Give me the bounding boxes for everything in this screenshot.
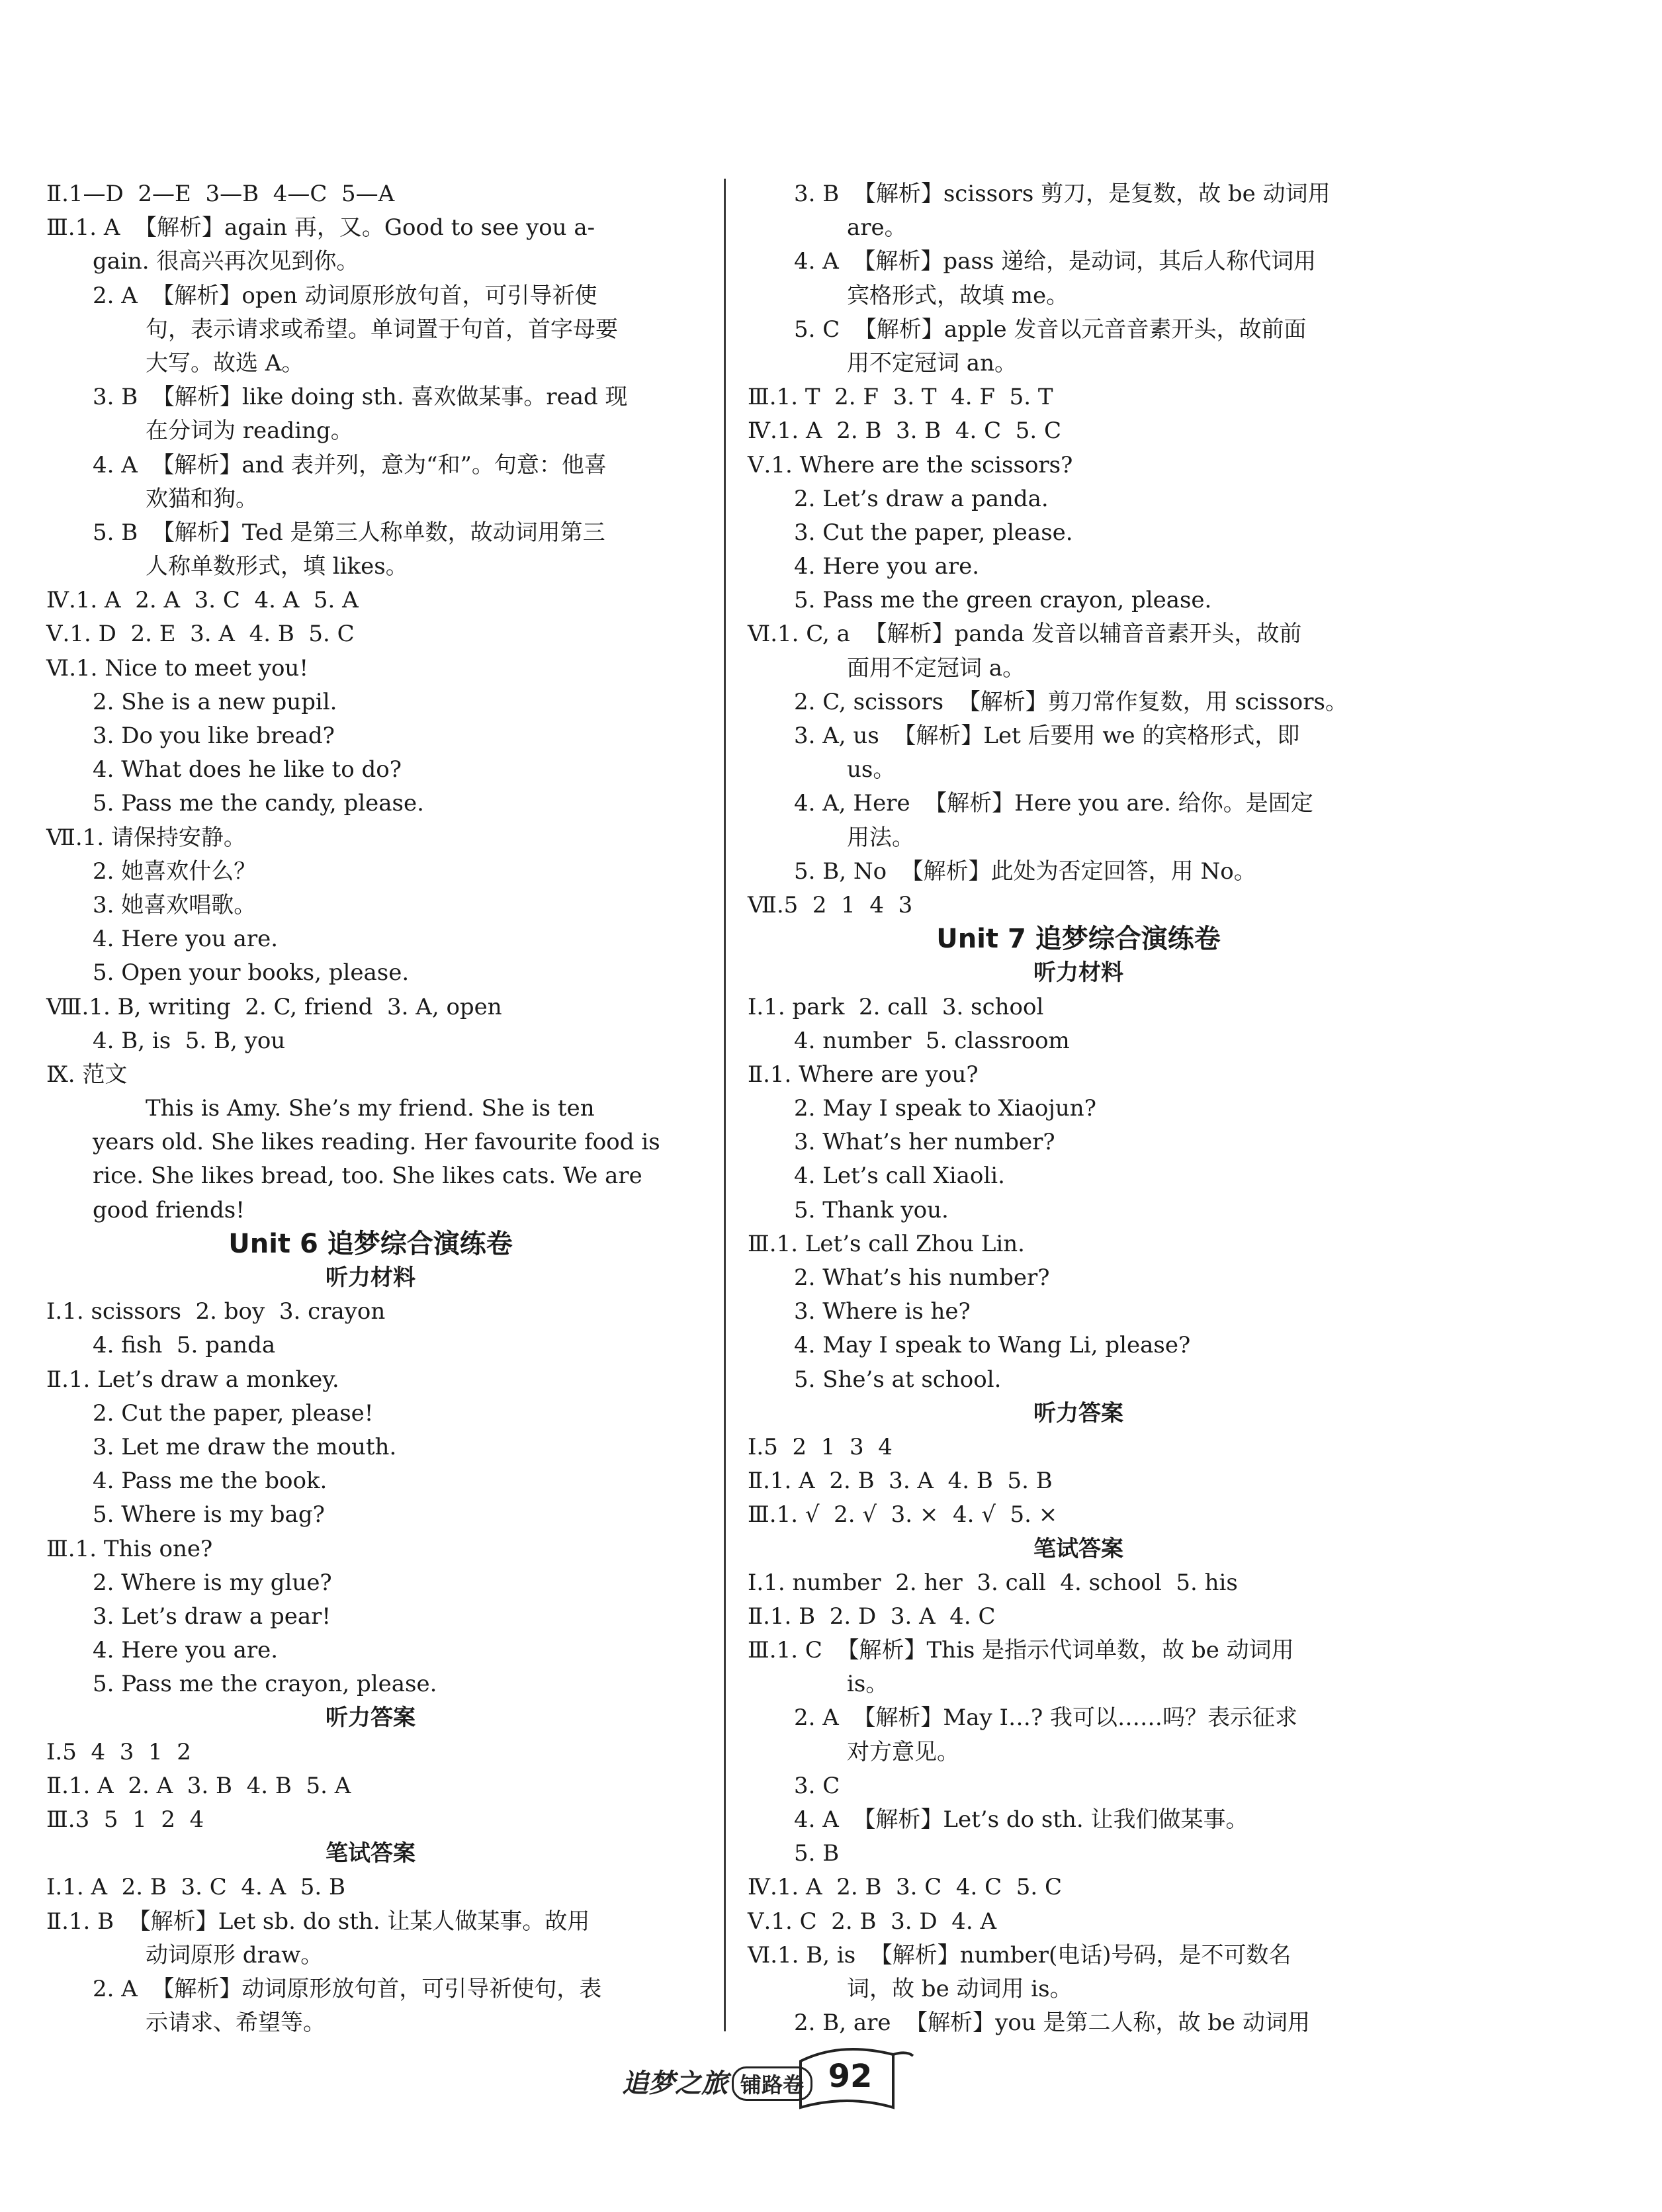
text-line: 2. A 【解析】open 动词原形放句首，可引导祈使 xyxy=(93,282,597,309)
text-line: are。 xyxy=(847,214,907,242)
text-line: 人称单数形式，填 likes。 xyxy=(146,553,408,580)
text-line: Ⅵ.1. C, a 【解析】panda 发音以辅音音素开头，故前 xyxy=(748,621,1302,648)
text-line: 欢猫和狗。 xyxy=(146,485,258,512)
text-line: 2. What’s his number? xyxy=(794,1264,1050,1291)
section-subtitle: 听力材料 xyxy=(1033,959,1123,987)
text-line: Ⅱ.1—D 2—E 3—B 4—C 5—A xyxy=(46,181,395,207)
text-line: 动词原形 draw。 xyxy=(146,1941,324,1969)
text-line: Ⅱ.1. Let’s draw a monkey. xyxy=(46,1366,339,1393)
section-subtitle: 笔试答案 xyxy=(1033,1535,1123,1562)
text-line: Ⅳ.1. A 2. B 3. C 4. C 5. C xyxy=(748,1874,1063,1901)
section-title: Unit 7 追梦综合演练卷 xyxy=(936,924,1221,955)
text-line: 对方意见。 xyxy=(847,1738,959,1765)
text-line: 句，表示请求或希望。单词置于句首，首字母要 xyxy=(146,316,618,343)
text-line: 5. She’s at school. xyxy=(794,1366,1002,1393)
text-line: 3. B 【解析】scissors 剪刀，是复数，故 be 动词用 xyxy=(794,181,1331,207)
text-line: 3. 她喜欢唱歌。 xyxy=(93,891,257,918)
text-line: 面用不定冠词 a。 xyxy=(847,654,1026,682)
text-line: 3. A, us 【解析】Let 后要用 we 的宾格形式，即 xyxy=(794,723,1300,749)
text-line: Ⅷ.1. B, writing 2. C, friend 3. A, open xyxy=(46,993,502,1020)
text-line: 5. Pass me the green crayon, please. xyxy=(794,587,1212,614)
text-line: Ⅴ.1. C 2. B 3. D 4. A xyxy=(748,1908,997,1935)
text-line: 示请求、希望等。 xyxy=(146,2010,326,2037)
text-line: 3. Where is he? xyxy=(794,1298,971,1325)
text-line: Ⅶ.1. 请保持安静。 xyxy=(46,824,246,851)
text-line: 3. Do you like bread? xyxy=(93,723,335,749)
text-line: 4. What does he like to do? xyxy=(93,756,402,783)
text-line: Ⅲ.3 5 1 2 4 xyxy=(46,1806,204,1833)
brand-logo xyxy=(622,2062,812,2101)
text-line: Ⅳ.1. A 2. A 3. C 4. A 5. A xyxy=(46,587,359,614)
text-line: Ⅴ.1. Where are the scissors? xyxy=(748,451,1073,478)
text-line: Ⅰ.1. A 2. B 3. C 4. A 5. B xyxy=(46,1874,346,1901)
text-line: 2. C, scissors 【解析】剪刀常作复数，用 scissors。 xyxy=(794,688,1348,715)
text-line: 5. Where is my bag? xyxy=(93,1501,325,1528)
text-line: 3. Cut the paper, please. xyxy=(794,519,1073,546)
text-line: 4. Pass me the book. xyxy=(93,1468,328,1495)
text-line: 4. Here you are. xyxy=(93,926,279,953)
left-column xyxy=(46,177,695,2040)
text-line: 4. May I speak to Wang Li, please? xyxy=(794,1332,1191,1359)
text-line: 2. May I speak to Xiaojun? xyxy=(794,1095,1096,1122)
text-line: 3. Let me draw the mouth. xyxy=(93,1433,397,1460)
section-subtitle: 听力答案 xyxy=(326,1704,416,1732)
text-line: Ⅲ.1. This one? xyxy=(46,1535,213,1562)
text-line: 宾格形式，故填 me。 xyxy=(847,282,1069,309)
text-line: rice. She likes bread, too. She likes cats. We are xyxy=(93,1163,642,1190)
page-footer xyxy=(582,2041,926,2121)
text-line: 在分词为 reading。 xyxy=(146,418,353,445)
text-line: 4. A 【解析】pass 递给，是动词，其后人称代词用 xyxy=(794,248,1317,275)
text-line: This is Amy. She’s my friend. She is ten xyxy=(146,1095,595,1122)
text-line: Ⅲ.1. C 【解析】This 是指示代词单数，故 be 动词用 xyxy=(748,1637,1294,1664)
text-line: 3. C xyxy=(794,1772,840,1799)
right-column xyxy=(748,177,1409,2040)
text-line: 5. B 【解析】Ted 是第三人称单数，故动词用第三 xyxy=(93,519,605,546)
column-divider xyxy=(724,179,726,2031)
text-line: Ⅵ.1. B, is 【解析】number(电话)号码，是不可数名 xyxy=(748,1941,1291,1969)
brand-name: 追梦之旅 xyxy=(622,2068,728,2099)
text-line: 4. Here you are. xyxy=(794,553,980,580)
page-number: 92 xyxy=(828,2058,873,2095)
text-line: 2. B, are 【解析】you 是第二人称，故 be 动词用 xyxy=(794,2010,1310,2037)
text-line: Ⅰ.5 4 3 1 2 xyxy=(46,1738,191,1765)
text-line: 4. A 【解析】Let’s do sth. 让我们做某事。 xyxy=(794,1806,1248,1833)
text-line: 4. Let’s call Xiaoli. xyxy=(794,1163,1005,1190)
text-line: 3. What’s her number? xyxy=(794,1129,1055,1156)
text-line: Ⅱ.1. Where are you? xyxy=(748,1061,979,1088)
text-line: 4. number 5. classroom xyxy=(794,1027,1070,1054)
text-line: Ⅱ.1. A 2. A 3. B 4. B 5. A xyxy=(46,1772,351,1799)
text-line: 词，故 be 动词用 is。 xyxy=(847,1975,1072,2002)
text-line: 3. B 【解析】like doing sth. 喜欢做某事。read 现 xyxy=(93,384,628,411)
text-line: Ⅲ.1. √ 2. √ 3. × 4. √ 5. × xyxy=(748,1501,1058,1528)
text-line: Ⅴ.1. D 2. E 3. A 4. B 5. C xyxy=(46,621,355,648)
text-line: Ⅰ.1. number 2. her 3. call 4. school 5. his xyxy=(748,1569,1238,1596)
text-line: gain. 很高兴再次见到你。 xyxy=(93,248,359,275)
section-subtitle: 笔试答案 xyxy=(326,1840,416,1867)
text-line: 4. A, Here 【解析】Here you are. 给你。是固定 xyxy=(794,790,1313,817)
text-line: 5. Open your books, please. xyxy=(93,959,410,987)
text-line: 用不定冠词 an。 xyxy=(847,349,1017,376)
text-line: years old. She likes reading. Her favourite food is xyxy=(93,1129,660,1156)
text-line: 2. 她喜欢什么？ xyxy=(93,858,257,885)
text-line: Ⅵ.1. Nice to meet you! xyxy=(46,654,308,682)
text-line: Ⅰ.5 2 1 3 4 xyxy=(748,1433,893,1460)
text-line: 5. Pass me the candy, please. xyxy=(93,790,424,817)
text-line: 2. Cut the paper, please! xyxy=(93,1399,374,1427)
text-line: 5. B, No 【解析】此处为否定回答，用 No。 xyxy=(794,858,1256,885)
text-line: Ⅱ.1. B 【解析】Let sb. do sth. 让某人做某事。故用 xyxy=(46,1908,590,1935)
text-line: Ⅸ. 范文 xyxy=(46,1061,128,1088)
section-title: Unit 6 追梦综合演练卷 xyxy=(228,1228,513,1259)
series-badge: 铺路卷 xyxy=(732,2066,812,2101)
text-line: Ⅱ.1. B 2. D 3. A 4. C xyxy=(748,1603,996,1630)
text-line: 4. fish 5. panda xyxy=(93,1332,276,1359)
text-line: 大写。故选 A。 xyxy=(146,349,304,376)
text-line: Ⅳ.1. A 2. B 3. B 4. C 5. C xyxy=(748,418,1062,445)
section-subtitle: 听力答案 xyxy=(1033,1399,1123,1427)
text-line: Ⅱ.1. A 2. B 3. A 4. B 5. B xyxy=(748,1468,1053,1495)
text-line: us。 xyxy=(847,756,896,783)
text-line: 2. Let’s draw a panda. xyxy=(794,485,1049,512)
text-line: 4. B, is 5. B, you xyxy=(93,1027,286,1054)
text-line: Ⅲ.1. A 【解析】again 再，又。Good to see you a- xyxy=(46,214,595,242)
text-line: 2. Where is my glue? xyxy=(93,1569,332,1596)
text-line: Ⅲ.1. T 2. F 3. T 4. F 5. T xyxy=(748,384,1053,411)
text-line: Ⅰ.1. park 2. call 3. school xyxy=(748,993,1044,1020)
text-line: 2. She is a new pupil. xyxy=(93,688,337,715)
text-line: Ⅶ.5 2 1 4 3 xyxy=(748,891,913,918)
section-subtitle: 听力材料 xyxy=(326,1264,416,1291)
text-line: 2. A 【解析】动词原形放句首，可引导祈使句，表 xyxy=(93,1975,602,2002)
text-line: 5. C 【解析】apple 发音以元音音素开头，故前面 xyxy=(794,316,1307,343)
text-line: is。 xyxy=(847,1671,889,1698)
text-line: 5. Pass me the crayon, please. xyxy=(93,1671,437,1698)
text-line: 2. A 【解析】May I…? 我可以……吗？表示征求 xyxy=(794,1704,1297,1732)
text-line: 4. A 【解析】and 表并列，意为“和”。句意：他喜 xyxy=(93,451,607,478)
text-line: Ⅰ.1. scissors 2. boy 3. crayon xyxy=(46,1298,386,1325)
text-line: 3. Let’s draw a pear! xyxy=(93,1603,331,1630)
text-line: 5. Thank you. xyxy=(794,1196,949,1223)
text-line: 4. Here you are. xyxy=(93,1637,279,1664)
text-line: Ⅲ.1. Let’s call Zhou Lin. xyxy=(748,1230,1025,1257)
text-line: 5. B xyxy=(794,1840,840,1867)
text-line: 用法。 xyxy=(847,824,914,851)
text-line: good friends! xyxy=(93,1196,245,1223)
